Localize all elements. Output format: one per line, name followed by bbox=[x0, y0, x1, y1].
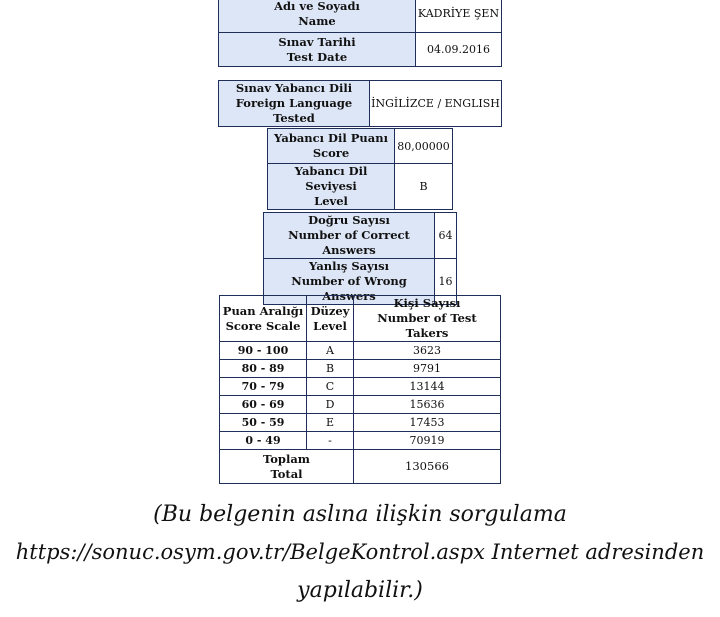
row-test-takers: 9791 bbox=[354, 360, 501, 378]
header-score-scale: Puan Aralığı Score Scale bbox=[220, 296, 307, 342]
wrong-answers-label: Yanlış Sayısı Number of Wrong Answers bbox=[264, 259, 435, 305]
score-label: Yabancı Dil Puanı Score bbox=[268, 129, 395, 164]
table-row bbox=[220, 360, 501, 378]
total-row bbox=[220, 450, 501, 484]
row-level: - bbox=[307, 432, 354, 450]
language-table bbox=[218, 80, 502, 127]
table-row bbox=[220, 396, 501, 414]
table-row bbox=[220, 414, 501, 432]
test-date-value: 04.09.2016 bbox=[416, 33, 502, 67]
wrong-answers-value: 16 bbox=[435, 259, 457, 305]
row-score-scale: 60 - 69 bbox=[220, 396, 307, 414]
row-level: B bbox=[307, 360, 354, 378]
level-label: Yabancı Dil Seviyesi Level bbox=[268, 164, 395, 210]
row-test-takers: 15636 bbox=[354, 396, 501, 414]
score-table bbox=[267, 128, 453, 210]
level-value: B bbox=[395, 164, 453, 210]
header-test-takers: Kişi Sayısı Number of Test Takers bbox=[354, 296, 501, 342]
candidate-info-table bbox=[218, 0, 502, 67]
header-level: Düzey Level bbox=[307, 296, 354, 342]
score-value: 80,00000 bbox=[395, 129, 453, 164]
row-test-takers: 13144 bbox=[354, 378, 501, 396]
row-test-takers: 70919 bbox=[354, 432, 501, 450]
row-level: D bbox=[307, 396, 354, 414]
row-level: E bbox=[307, 414, 354, 432]
verification-note-line-3: yapılabilir.) bbox=[297, 578, 423, 603]
total-value: 130566 bbox=[354, 450, 501, 484]
row-score-scale: 90 - 100 bbox=[220, 342, 307, 360]
row-score-scale: 50 - 59 bbox=[220, 414, 307, 432]
row-test-takers: 17453 bbox=[354, 414, 501, 432]
name-label: Adı ve Soyadı Name bbox=[219, 0, 416, 33]
correct-answers-value: 64 bbox=[435, 213, 457, 259]
name-value: KADRİYE ŞEN bbox=[416, 0, 502, 33]
language-value: İNGİLİZCE / ENGLISH bbox=[370, 81, 502, 127]
verification-note-line-1: (Bu belgenin aslına ilişkin sorgulama bbox=[153, 502, 567, 527]
row-test-takers: 3623 bbox=[354, 342, 501, 360]
row-score-scale: 0 - 49 bbox=[220, 432, 307, 450]
answers-table bbox=[263, 212, 457, 305]
row-level: A bbox=[307, 342, 354, 360]
row-score-scale: 70 - 79 bbox=[220, 378, 307, 396]
correct-answers-label: Doğru Sayısı Number of Correct Answers bbox=[264, 213, 435, 259]
score-distribution-table bbox=[219, 295, 501, 484]
table-row bbox=[220, 432, 501, 450]
language-label: Sınav Yabancı Dili Foreign Language Tested bbox=[219, 81, 370, 127]
row-level: C bbox=[307, 378, 354, 396]
row-score-scale: 80 - 89 bbox=[220, 360, 307, 378]
total-label: Toplam Total bbox=[220, 450, 354, 484]
table-row bbox=[220, 342, 501, 360]
verification-note-url: https://sonuc.osym.gov.tr/BelgeKontrol.aspx Internet adresinden bbox=[15, 540, 705, 564]
test-date-label: Sınav Tarihi Test Date bbox=[219, 33, 416, 67]
table-row bbox=[220, 378, 501, 396]
